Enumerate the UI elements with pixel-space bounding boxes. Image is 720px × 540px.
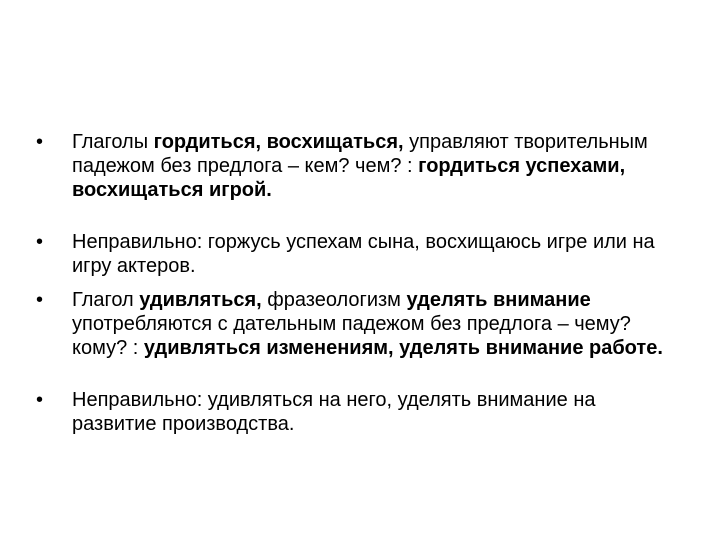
bullet-list bbox=[36, 130, 676, 446]
text-segment: фразеологизм bbox=[267, 289, 407, 311]
bullet-dot: • bbox=[36, 231, 44, 253]
bullet-item bbox=[36, 230, 676, 278]
bullet-item bbox=[36, 288, 676, 360]
bold-segment: гордиться успехами, восхищаться игрой. bbox=[72, 155, 626, 201]
bullet-item bbox=[36, 130, 676, 202]
bold-segment: удивляться изменениям, уделять внимание работе. bbox=[143, 337, 663, 359]
bullet-item bbox=[36, 388, 676, 436]
text-segment: Неправильно: удивляться на него, уделять внимание на развитие производства. bbox=[72, 389, 596, 435]
bullet-dot: • bbox=[36, 389, 44, 411]
bold-segment: уделять внимание bbox=[406, 289, 591, 311]
bold-segment: удивляться, bbox=[139, 289, 268, 311]
text-segment: Неправильно: горжусь успехам сына, восхищаюсь игре или на игру актеров. bbox=[72, 231, 655, 277]
text-segment: употребляются с дательным падежом без предлога – чему? кому? : bbox=[72, 313, 631, 359]
text-segment: управляют творительным падежом без предлога – кем? чем? : bbox=[72, 131, 648, 177]
bullet-dot: • bbox=[36, 289, 44, 311]
text-segment: Глаголы bbox=[72, 131, 154, 153]
text-segment: Глагол bbox=[72, 289, 140, 311]
bold-segment: гордиться, восхищаться, bbox=[153, 131, 410, 153]
bullet-dot: • bbox=[36, 131, 44, 153]
